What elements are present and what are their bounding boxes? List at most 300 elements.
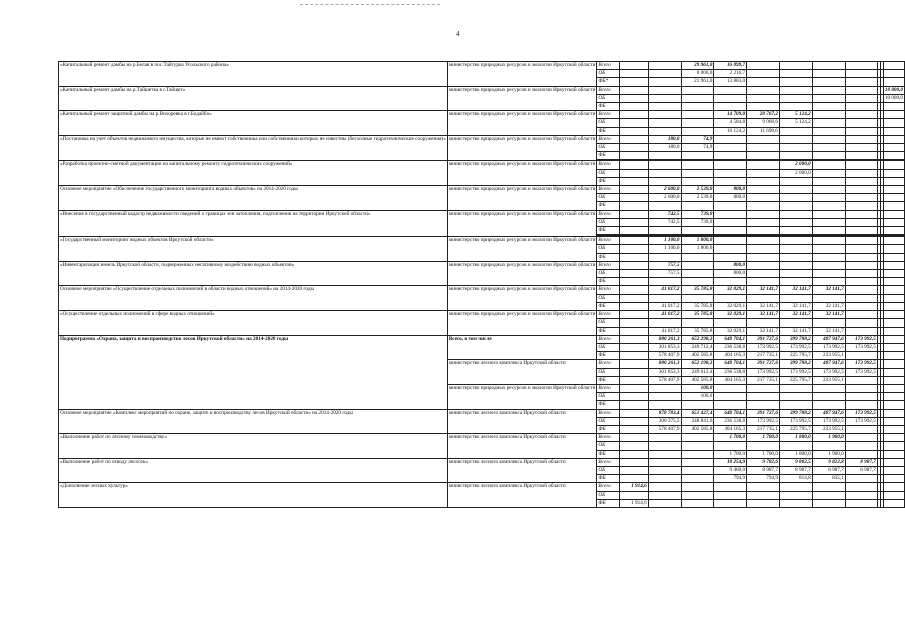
amount-cell bbox=[619, 384, 648, 392]
amount-cell bbox=[812, 161, 845, 169]
amount-cell: 173 992,5 bbox=[845, 343, 877, 351]
amount-cell bbox=[883, 384, 904, 392]
amount-cell bbox=[714, 94, 747, 102]
amount-cell bbox=[812, 70, 845, 78]
amount-cell bbox=[883, 442, 904, 450]
amount-cell bbox=[747, 442, 780, 450]
amount-cell bbox=[812, 270, 845, 278]
amount-cell: 640 704,1 bbox=[714, 335, 747, 343]
amount-cell bbox=[883, 78, 904, 86]
amount-cell bbox=[648, 103, 681, 111]
amount-cell: 1 100,0 bbox=[648, 237, 681, 245]
activity-name: Основное мероприятие «Осуществление отдельных полномочий в области водных отношений» на 2014-2020 годы bbox=[59, 286, 448, 311]
amount-cell bbox=[779, 202, 812, 210]
funding-source-cell: ОБ bbox=[597, 70, 619, 78]
amount-cell: 8 987,7 bbox=[845, 458, 877, 466]
amount-cell bbox=[845, 169, 877, 177]
amount-cell bbox=[681, 177, 714, 185]
amount-cell bbox=[747, 270, 780, 278]
amount-cell bbox=[845, 194, 877, 202]
amount-cell bbox=[845, 119, 877, 127]
amount-cell bbox=[714, 103, 747, 111]
amount-cell: 1 800,0 bbox=[681, 245, 714, 253]
amount-cell: 9 782,6 bbox=[747, 458, 780, 466]
amount-cell bbox=[883, 311, 904, 319]
amount-cell bbox=[812, 144, 845, 152]
amount-cell: 173 992,5 bbox=[845, 360, 877, 368]
amount-cell: 236 538,8 bbox=[714, 417, 747, 425]
amount-cell bbox=[883, 253, 904, 261]
amount-cell: 2 000,0 bbox=[779, 169, 812, 177]
amount-cell bbox=[747, 210, 780, 218]
amount-cell bbox=[681, 450, 714, 458]
amount-cell: 2 600,0 bbox=[648, 194, 681, 202]
amount-cell bbox=[619, 335, 648, 343]
executor-cell: министерство природных ресурсов и экологии Иркутской области bbox=[447, 261, 597, 286]
amount-cell bbox=[747, 70, 780, 78]
amount-cell: 2 539,0 bbox=[681, 194, 714, 202]
amount-cell: 1 800,0 bbox=[681, 237, 714, 245]
amount-cell bbox=[747, 401, 780, 409]
amount-cell bbox=[883, 210, 904, 218]
amount-cell bbox=[648, 491, 681, 499]
amount-cell bbox=[619, 152, 648, 160]
amount-cell bbox=[619, 302, 648, 310]
amount-cell: 32 141,7 bbox=[812, 311, 845, 319]
amount-cell bbox=[812, 261, 845, 269]
amount-cell: 35 785,8 bbox=[681, 311, 714, 319]
amount-cell: 29 961,0 bbox=[681, 62, 714, 70]
amount-cell bbox=[845, 253, 877, 261]
amount-cell bbox=[619, 186, 648, 194]
amount-cell bbox=[812, 491, 845, 499]
funding-source-cell: ОБ bbox=[597, 94, 619, 102]
amount-cell bbox=[779, 270, 812, 278]
amount-cell bbox=[812, 111, 845, 119]
amount-cell: 404 165,3 bbox=[714, 376, 747, 384]
funding-source-cell: ФБ bbox=[597, 499, 619, 507]
funding-source-cell: ОБ bbox=[597, 270, 619, 278]
amount-cell bbox=[648, 319, 681, 327]
amount-cell bbox=[714, 161, 747, 169]
amount-cell bbox=[619, 86, 648, 94]
funding-source-cell: ФБ bbox=[597, 152, 619, 160]
amount-cell bbox=[714, 210, 747, 218]
amount-cell bbox=[779, 135, 812, 143]
amount-cell bbox=[779, 152, 812, 160]
amount-cell bbox=[883, 458, 904, 466]
amount-cell: 225 795,7 bbox=[779, 352, 812, 360]
amount-cell: 32 029,1 bbox=[714, 327, 747, 335]
executor-cell: министерство природных ресурсов и экологии Иркутской области bbox=[447, 111, 597, 136]
amount-cell: 814,8 bbox=[779, 475, 812, 483]
amount-cell bbox=[648, 152, 681, 160]
amount-cell bbox=[779, 261, 812, 269]
executor-cell: министерство природных ресурсов и экологии Иркутской области bbox=[447, 86, 597, 111]
amount-cell bbox=[619, 319, 648, 327]
amount-cell bbox=[747, 278, 780, 286]
amount-cell: 32 141,7 bbox=[779, 286, 812, 294]
activity-name: «Постановка на учет объектов недвижимого имущества, которые не имеют собственника или собственники которых не известны (бесхозные гидротехнические сооружения)» bbox=[59, 135, 448, 161]
amount-cell bbox=[845, 210, 877, 218]
amount-cell: 2 539,0 bbox=[681, 186, 714, 194]
table-row bbox=[59, 186, 905, 194]
funding-source-cell: Всего bbox=[597, 86, 619, 94]
amount-cell: 578 407,9 bbox=[648, 376, 681, 384]
amount-cell bbox=[747, 86, 780, 94]
amount-cell: 74,9 bbox=[681, 144, 714, 152]
amount-cell bbox=[619, 194, 648, 202]
funding-source-cell: ФБ* bbox=[597, 78, 619, 86]
amount-cell: 2 000,0 bbox=[779, 161, 812, 169]
amount-cell bbox=[619, 119, 648, 127]
amount-cell: 32 141,7 bbox=[812, 302, 845, 310]
amount-cell bbox=[747, 194, 780, 202]
amount-cell bbox=[648, 442, 681, 450]
executor-cell: министерство природных ресурсов и экологии Иркутской области bbox=[447, 210, 597, 237]
amount-cell bbox=[779, 177, 812, 185]
amount-cell bbox=[883, 368, 904, 376]
funding-source-cell: Всего bbox=[597, 261, 619, 269]
table-row bbox=[59, 261, 905, 269]
executor-cell: министерство природных ресурсов и экологии Иркутской области bbox=[447, 286, 597, 311]
amount-cell bbox=[681, 152, 714, 160]
amount-cell bbox=[779, 294, 812, 302]
amount-cell: 651 427,4 bbox=[681, 409, 714, 417]
amount-cell bbox=[619, 62, 648, 70]
executor-cell: министерство лесного комплекса Иркутской области bbox=[447, 483, 597, 508]
amount-cell bbox=[779, 245, 812, 253]
activity-name: «Внесение в государственный кадастр недвижимости сведений о границах зон затопления, подтопления на территории Иркутской области» bbox=[59, 210, 448, 237]
amount-cell bbox=[619, 466, 648, 474]
amount-cell bbox=[619, 311, 648, 319]
amount-cell bbox=[681, 103, 714, 111]
amount-cell: 757,5 bbox=[648, 261, 681, 269]
amount-cell: 41 017,2 bbox=[648, 286, 681, 294]
funding-source-cell: Всего bbox=[597, 135, 619, 143]
amount-cell: 8 000,0 bbox=[681, 70, 714, 78]
amount-cell: 21 961,0 bbox=[681, 78, 714, 86]
funding-source-cell: Всего bbox=[597, 186, 619, 194]
amount-cell bbox=[681, 169, 714, 177]
amount-cell: 8 987,7 bbox=[779, 466, 812, 474]
amount-cell: 10 124,2 bbox=[714, 127, 747, 135]
amount-cell bbox=[747, 94, 780, 102]
amount-cell: 180,0 bbox=[648, 144, 681, 152]
amount-cell bbox=[845, 111, 877, 119]
amount-cell bbox=[812, 94, 845, 102]
amount-cell: 217 735,1 bbox=[747, 425, 780, 433]
amount-cell bbox=[883, 218, 904, 226]
amount-cell bbox=[883, 327, 904, 335]
subprogram-name: Подпрограмма «Охрана, защита и воспроизводство лесов Иркутской области» на 2014-2020 годы bbox=[59, 335, 448, 409]
amount-cell: 249 712,4 bbox=[681, 343, 714, 351]
funding-source-cell: ФБ bbox=[597, 327, 619, 335]
table-row bbox=[59, 311, 905, 319]
funding-source-cell: Всего bbox=[597, 210, 619, 218]
funding-source-cell: Всего bbox=[597, 434, 619, 442]
executor-cell: министерство лесного комплекса Иркутской области bbox=[447, 409, 597, 434]
amount-cell bbox=[883, 393, 904, 401]
amount-cell bbox=[619, 218, 648, 226]
amount-cell bbox=[812, 483, 845, 491]
amount-cell bbox=[883, 491, 904, 499]
amount-cell: 32 029,1 bbox=[714, 286, 747, 294]
executor-cell: министерство природных ресурсов и экологии Иркутской области bbox=[447, 186, 597, 211]
executor-cell: министерство природных ресурсов и экологии Иркутской области bbox=[447, 62, 597, 87]
amount-cell bbox=[845, 94, 877, 102]
amount-cell bbox=[681, 227, 714, 235]
amount-cell bbox=[619, 425, 648, 433]
amount-cell bbox=[619, 327, 648, 335]
amount-cell: 1 700,0 bbox=[747, 434, 780, 442]
amount-cell bbox=[619, 202, 648, 210]
amount-cell bbox=[779, 278, 812, 286]
amount-cell bbox=[779, 401, 812, 409]
amount-cell bbox=[883, 499, 904, 507]
amount-cell bbox=[747, 227, 780, 235]
amount-cell bbox=[648, 278, 681, 286]
amount-cell: 800,0 bbox=[714, 194, 747, 202]
amount-cell bbox=[883, 270, 904, 278]
amount-cell: 1 700,0 bbox=[714, 434, 747, 442]
amount-cell: 236 538,8 bbox=[714, 368, 747, 376]
amount-cell bbox=[883, 161, 904, 169]
activity-name: «Выполнение работ по отводу лесосек» bbox=[59, 458, 448, 483]
amount-cell bbox=[619, 417, 648, 425]
amount-cell bbox=[883, 417, 904, 425]
amount-cell: 880 261,3 bbox=[648, 335, 681, 343]
amount-cell bbox=[845, 152, 877, 160]
amount-cell bbox=[812, 169, 845, 177]
amount-cell: 4 584,8 bbox=[714, 119, 747, 127]
funding-source-cell: ОБ bbox=[597, 368, 619, 376]
amount-cell bbox=[845, 352, 877, 360]
amount-cell: 173 992,5 bbox=[779, 368, 812, 376]
amount-cell: 742,5 bbox=[648, 218, 681, 226]
amount-cell bbox=[619, 161, 648, 169]
amount-cell bbox=[883, 376, 904, 384]
amount-cell bbox=[812, 401, 845, 409]
amount-cell bbox=[714, 218, 747, 226]
amount-cell bbox=[619, 401, 648, 409]
activity-name: Основное мероприятие «Обеспечение государственного мониторинга водных объектов» на 2014-2020 годы bbox=[59, 186, 448, 211]
amount-cell: 2 216,7 bbox=[714, 70, 747, 78]
amount-cell: 173 992,5 bbox=[779, 417, 812, 425]
amount-cell: 173 992,5 bbox=[845, 417, 877, 425]
amount-cell bbox=[812, 393, 845, 401]
amount-cell bbox=[681, 202, 714, 210]
amount-cell bbox=[779, 78, 812, 86]
amount-cell bbox=[812, 499, 845, 507]
amount-cell bbox=[681, 270, 714, 278]
funding-source-cell: ФБ bbox=[597, 352, 619, 360]
amount-cell bbox=[714, 401, 747, 409]
amount-cell: 35 785,8 bbox=[681, 327, 714, 335]
activity-name: «Осуществление отдельных полномочий в сфере водных отношений» bbox=[59, 311, 448, 336]
amount-cell: 32 141,7 bbox=[747, 327, 780, 335]
amount-cell bbox=[747, 294, 780, 302]
amount-cell: 233 955,1 bbox=[812, 376, 845, 384]
activity-name: «Капитальный ремонт защитной дамбы на р.Вихоревка в г.Бодайбо» bbox=[59, 111, 448, 136]
funding-source-cell: ОБ bbox=[597, 466, 619, 474]
funding-source-cell: ОБ bbox=[597, 442, 619, 450]
amount-cell bbox=[812, 245, 845, 253]
amount-cell bbox=[747, 384, 780, 392]
executor-cell: министерство природных ресурсов и экологии Иркутской области bbox=[447, 161, 597, 186]
amount-cell bbox=[812, 177, 845, 185]
funding-source-cell: Всего bbox=[597, 111, 619, 119]
amount-cell: 32 141,7 bbox=[779, 311, 812, 319]
amount-cell bbox=[714, 86, 747, 94]
activity-name: «Инвентаризация земель Иркутской области, подверженных негативному воздействию водных объектов» bbox=[59, 261, 448, 286]
activity-name: Основное мероприятие «Комплекс мероприятий по охране, защите и воспроизводству лесов Иркутской области» на 2014-2020 годы bbox=[59, 409, 448, 434]
amount-cell: 9 802,5 bbox=[779, 458, 812, 466]
amount-cell bbox=[681, 111, 714, 119]
amount-cell bbox=[845, 135, 877, 143]
amount-cell: 32 029,1 bbox=[714, 302, 747, 310]
amount-cell: 880 261,3 bbox=[648, 360, 681, 368]
funding-source-cell: Всего bbox=[597, 384, 619, 392]
amount-cell bbox=[681, 442, 714, 450]
amount-cell bbox=[883, 119, 904, 127]
amount-cell bbox=[648, 94, 681, 102]
amount-cell bbox=[648, 177, 681, 185]
amount-cell bbox=[714, 152, 747, 160]
amount-cell bbox=[648, 111, 681, 119]
amount-cell bbox=[619, 352, 648, 360]
amount-cell: 391 727,6 bbox=[747, 360, 780, 368]
amount-cell bbox=[681, 491, 714, 499]
amount-cell: 248 841,6 bbox=[681, 417, 714, 425]
amount-cell bbox=[619, 135, 648, 143]
funding-source-cell: ОБ bbox=[597, 343, 619, 351]
amount-cell bbox=[845, 294, 877, 302]
table-row bbox=[59, 335, 905, 343]
activity-name: «Капитальный ремонт дамбы на р.Тайшетка в г.Тайшет» bbox=[59, 86, 448, 111]
amount-cell bbox=[681, 253, 714, 261]
amount-cell: 32 141,7 bbox=[779, 327, 812, 335]
amount-cell: 35 785,8 bbox=[681, 302, 714, 310]
amount-cell bbox=[648, 62, 681, 70]
amount-cell bbox=[812, 253, 845, 261]
amount-cell bbox=[747, 161, 780, 169]
amount-cell bbox=[845, 237, 877, 245]
amount-cell bbox=[619, 458, 648, 466]
activity-name: «Разработка проектно-сметной документации по капитальному ремонту гидротехнических сооружений» bbox=[59, 161, 448, 186]
funding-source-cell: Всего bbox=[597, 286, 619, 294]
amount-cell bbox=[619, 409, 648, 417]
amount-cell: 173 992,5 bbox=[845, 335, 877, 343]
scan-top-mark bbox=[300, 4, 440, 5]
amount-cell bbox=[714, 393, 747, 401]
table-row bbox=[59, 483, 905, 491]
amount-cell: 173 992,5 bbox=[747, 343, 780, 351]
funding-source-cell: ОБ bbox=[597, 417, 619, 425]
amount-cell bbox=[883, 302, 904, 310]
amount-cell: 217 735,1 bbox=[747, 352, 780, 360]
amount-cell bbox=[845, 161, 877, 169]
amount-cell: 1 800,0 bbox=[779, 434, 812, 442]
funding-source-cell: Всего bbox=[597, 335, 619, 343]
amount-cell bbox=[779, 499, 812, 507]
amount-cell bbox=[648, 253, 681, 261]
amount-cell bbox=[747, 103, 780, 111]
amount-cell bbox=[845, 319, 877, 327]
amount-cell bbox=[747, 245, 780, 253]
amount-cell bbox=[619, 442, 648, 450]
page-number: 4 bbox=[456, 30, 460, 38]
amount-cell bbox=[714, 278, 747, 286]
amount-cell bbox=[681, 294, 714, 302]
amount-cell bbox=[845, 103, 877, 111]
amount-cell bbox=[779, 491, 812, 499]
funding-source-cell: ОБ bbox=[597, 393, 619, 401]
table-row bbox=[59, 434, 905, 442]
amount-cell: 578 407,9 bbox=[648, 425, 681, 433]
table-row bbox=[59, 86, 905, 94]
amount-cell bbox=[747, 169, 780, 177]
amount-cell bbox=[648, 434, 681, 442]
amount-cell bbox=[619, 227, 648, 235]
amount-cell bbox=[681, 401, 714, 409]
amount-cell bbox=[845, 499, 877, 507]
amount-cell bbox=[779, 127, 812, 135]
amount-cell: 1 100,0 bbox=[648, 245, 681, 253]
amount-cell: 8 987,7 bbox=[845, 466, 877, 474]
amount-cell bbox=[883, 62, 904, 70]
amount-cell bbox=[883, 194, 904, 202]
amount-cell bbox=[883, 135, 904, 143]
amount-cell bbox=[883, 111, 904, 119]
executor-cell: министерство лесного комплекса Иркутской области bbox=[447, 458, 597, 483]
amount-cell bbox=[883, 434, 904, 442]
amount-cell bbox=[714, 169, 747, 177]
amount-cell bbox=[681, 466, 714, 474]
funding-source-cell: ФБ bbox=[597, 475, 619, 483]
amount-cell bbox=[812, 86, 845, 94]
amount-cell bbox=[648, 475, 681, 483]
amount-cell bbox=[883, 169, 904, 177]
amount-cell: 32 141,7 bbox=[747, 311, 780, 319]
amount-cell bbox=[812, 135, 845, 143]
amount-cell bbox=[648, 119, 681, 127]
amount-cell bbox=[779, 442, 812, 450]
amount-cell bbox=[747, 319, 780, 327]
amount-cell bbox=[883, 202, 904, 210]
amount-cell bbox=[747, 152, 780, 160]
amount-cell bbox=[883, 294, 904, 302]
amount-cell: 173 992,5 bbox=[747, 417, 780, 425]
amount-cell bbox=[619, 245, 648, 253]
amount-cell: 739,0 bbox=[681, 218, 714, 226]
amount-cell bbox=[883, 103, 904, 111]
funding-source-cell: ФБ bbox=[597, 278, 619, 286]
amount-cell bbox=[812, 103, 845, 111]
amount-cell bbox=[747, 499, 780, 507]
amount-cell bbox=[747, 491, 780, 499]
amount-cell bbox=[779, 144, 812, 152]
amount-cell: 402 585,8 bbox=[681, 376, 714, 384]
amount-cell: 2 600,0 bbox=[648, 186, 681, 194]
amount-cell: 404 165,3 bbox=[714, 352, 747, 360]
amount-cell bbox=[845, 177, 877, 185]
amount-cell bbox=[714, 135, 747, 143]
amount-cell bbox=[619, 434, 648, 442]
amount-cell bbox=[883, 335, 904, 343]
amount-cell bbox=[883, 466, 904, 474]
funding-source-cell: ФБ bbox=[597, 450, 619, 458]
